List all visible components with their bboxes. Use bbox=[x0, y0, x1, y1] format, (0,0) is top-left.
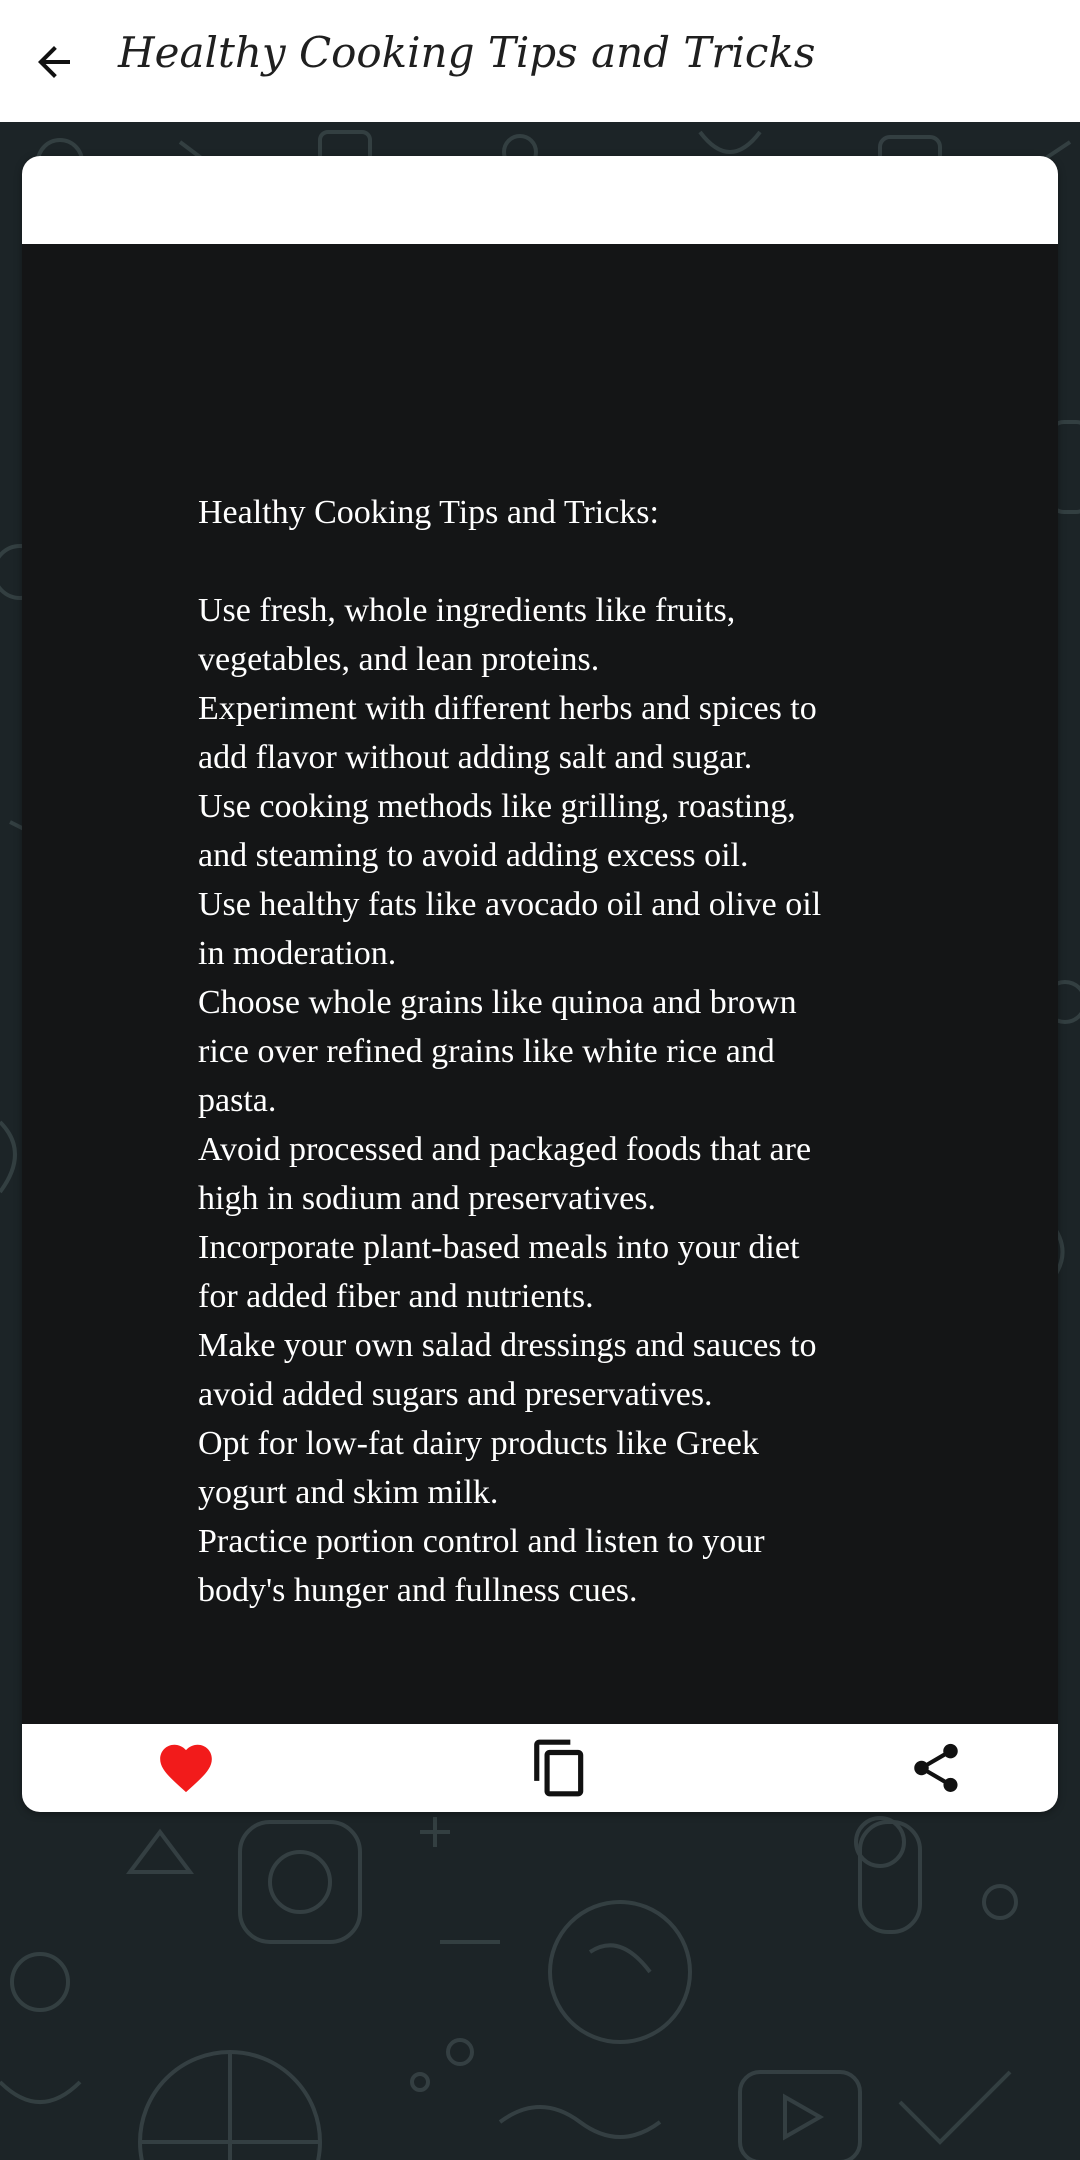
share-button[interactable] bbox=[886, 1724, 986, 1812]
tips-content bbox=[198, 488, 918, 1615]
app-bar bbox=[0, 0, 1080, 122]
copy-button[interactable] bbox=[510, 1724, 610, 1812]
tips-heading: Healthy Cooking Tips and Tricks: bbox=[198, 494, 659, 531]
favorite-button[interactable] bbox=[136, 1724, 236, 1812]
card-actions-bar bbox=[22, 1724, 1058, 1812]
tip-item: Experiment with different herbs and spices to add flavor without adding salt and sugar. bbox=[198, 690, 817, 776]
heart-icon bbox=[155, 1737, 217, 1799]
tip-item: Choose whole grains like quinoa and brown rice over refined grains like white rice and pasta. bbox=[198, 984, 797, 1119]
tip-item: Use healthy fats like avocado oil and olive oil in moderation. bbox=[198, 886, 822, 972]
tip-card bbox=[22, 156, 1058, 1812]
tip-item: Opt for low-fat dairy products like Greek yogurt and skim milk. bbox=[198, 1425, 759, 1511]
back-button[interactable] bbox=[18, 26, 90, 98]
page-title: Healthy Cooking Tips and Tricks bbox=[118, 28, 816, 77]
tip-item: Use cooking methods like grilling, roasting, and steaming to avoid adding excess oil. bbox=[198, 788, 796, 874]
arrow-back-icon bbox=[30, 38, 78, 86]
copy-icon bbox=[529, 1737, 591, 1799]
tip-item: Avoid processed and packaged foods that are high in sodium and preservatives. bbox=[198, 1131, 812, 1217]
tip-item: Use fresh, whole ingredients like fruits, vegetables, and lean proteins. bbox=[198, 592, 736, 678]
tip-item: Incorporate plant-based meals into your diet for added fiber and nutrients. bbox=[198, 1229, 800, 1315]
tip-item: Practice portion control and listen to your body's hunger and fullness cues. bbox=[198, 1523, 765, 1609]
share-icon bbox=[907, 1739, 965, 1797]
card-header bbox=[22, 156, 1058, 244]
tip-item: Make your own salad dressings and sauces to avoid added sugars and preservatives. bbox=[198, 1327, 817, 1413]
